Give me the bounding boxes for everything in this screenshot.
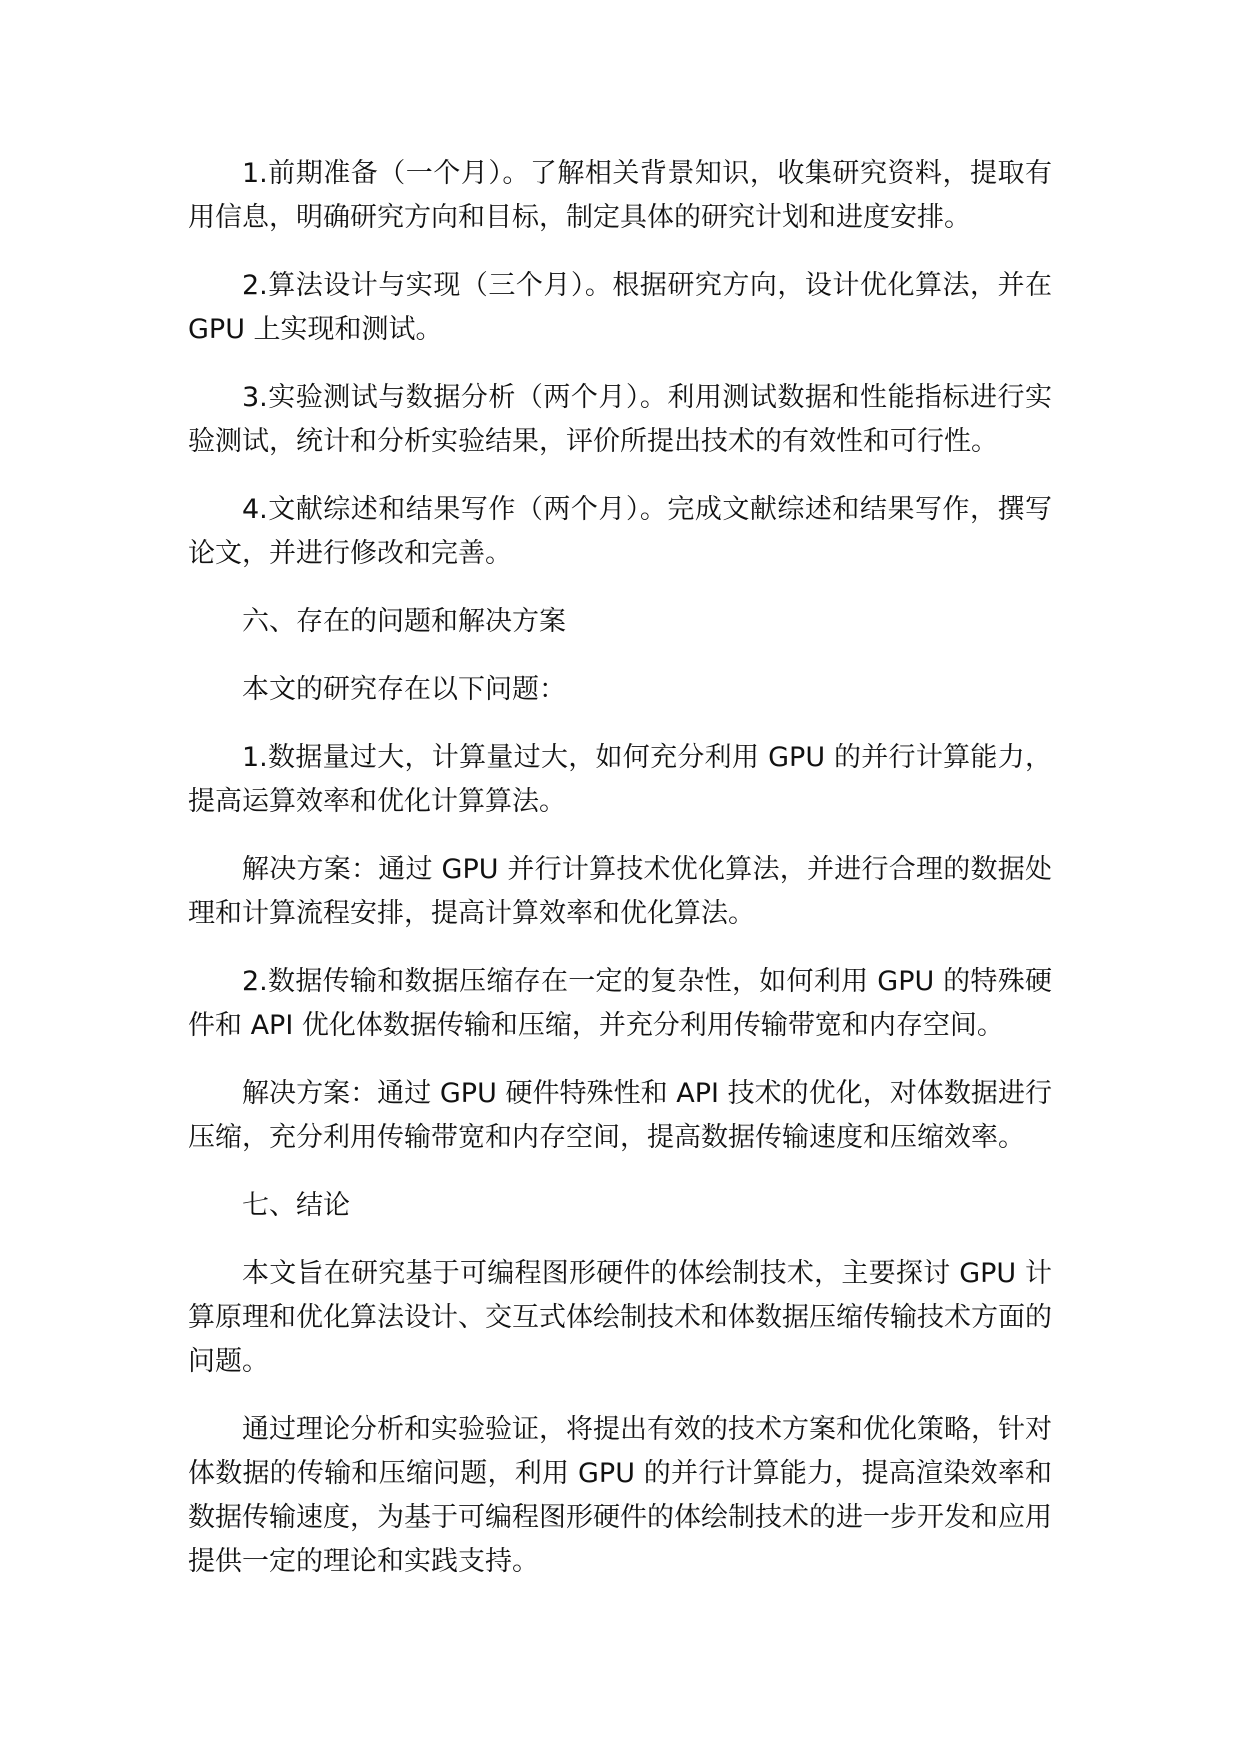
problems-intro: 本文的研究存在以下问题： [242,674,566,705]
section-heading-problems: 六、存在的问题和解决方案 [242,606,566,637]
problem-2: 2.数据传输和数据压缩存在一定的复杂性，如何利用 GPU 的特殊硬件和 API 优化体数据传输和压缩，并充分利用传输带宽和内存空间。 [188,966,1052,1041]
problem-1: 1.数据量过大，计算量过大，如何充分利用 GPU 的并行计算能力，提高运算效率和优化计算算法。 [188,742,1052,817]
conclusion-paragraph-1: 本文旨在研究基于可编程图形硬件的体绘制技术，主要探讨 GPU 计算原理和优化算法设计、交互式体绘制技术和体数据压缩传输技术方面的问题。 [188,1258,1052,1377]
plan-item-algorithm-design: 2.算法设计与实现（三个月）。根据研究方向，设计优化算法，并在 GPU 上实现和测试。 [188,270,1052,345]
solution-1: 解决方案：通过 GPU 并行计算技术优化算法，并进行合理的数据处理和计算流程安排，提高计算效率和优化算法。 [188,854,1052,929]
plan-item-experiment: 3.实验测试与数据分析（两个月）。利用测试数据和性能指标进行实验测试，统计和分析实验结果，评价所提出技术的有效性和可行性。 [188,382,1052,457]
solution-2: 解决方案：通过 GPU 硬件特殊性和 API 技术的优化，对体数据进行压缩，充分利用传输带宽和内存空间，提高数据传输速度和压缩效率。 [188,1078,1052,1153]
conclusion-paragraph-2: 通过理论分析和实验验证，将提出有效的技术方案和优化策略，针对体数据的传输和压缩问题，利用 GPU 的并行计算能力，提高渲染效率和数据传输速度，为基于可编程图形硬件的体绘制技术的进一步开发和应用提供一定的理论和实践支持。 [188,1414,1052,1577]
document-page [188,152,1052,1608]
plan-item-writing: 4.文献综述和结果写作（两个月）。完成文献综述和结果写作，撰写论文，并进行修改和完善。 [188,494,1052,569]
plan-item-preparation: 1.前期准备（一个月）。了解相关背景知识，收集研究资料，提取有用信息，明确研究方向和目标，制定具体的研究计划和进度安排。 [188,158,1052,233]
section-heading-conclusion: 七、结论 [242,1190,350,1221]
